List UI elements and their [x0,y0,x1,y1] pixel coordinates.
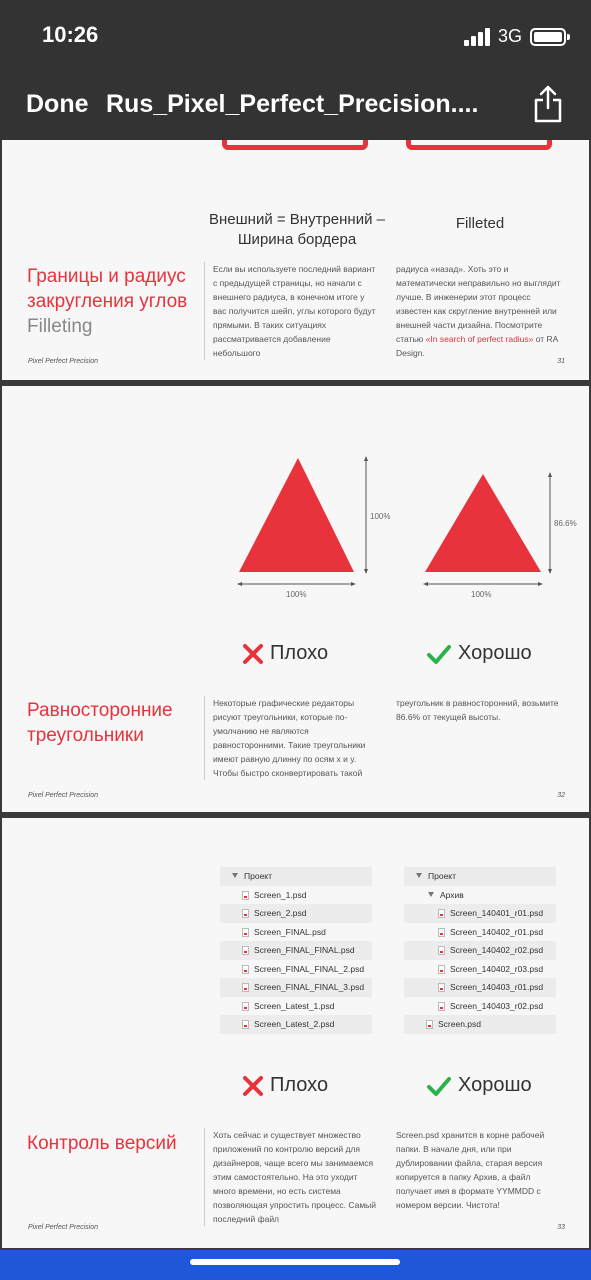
tree-label: Screen_1.psd [254,889,307,900]
tree-label: Screen_140402_r01.psd [450,926,544,937]
psd-file-icon [438,965,445,974]
tree-file-row[interactable] [220,997,372,1016]
tree-label: Screen_140403_r01.psd [450,982,544,992]
slide-footer: Pixel Perfect Precision [28,1224,99,1231]
psd-file-icon [438,1002,445,1011]
tree-label: Screen_140402_r02.psd [450,945,544,955]
page-number: 33 [557,1224,565,1231]
tree-label: Screen_Latest_2.psd [254,1019,335,1029]
check-icon [426,1075,452,1097]
psd-file-icon [438,928,445,937]
tree-label: Screen_2.psd [254,908,307,918]
psd-file-icon [438,909,445,918]
file-tree-bad [220,867,372,1034]
tree-label: Архив [440,889,464,900]
body-text-left: Хоть сейчас и существует множество приложений по контролю версий для дизайнеров, чаще всего мы занимаемся этим самостоятельно. На это уходит много времени, но есть система позволяющая упростить процесс. Самый последний файл [204,1128,380,1226]
psd-file-icon [242,1002,249,1011]
tree-file-row[interactable] [220,960,372,979]
tree-file-row[interactable] [404,1015,556,1034]
battery-icon [530,28,566,46]
psd-file-icon [242,909,249,918]
tree-file-row[interactable] [220,923,372,942]
verdict-bad [242,1074,328,1097]
nav-bar [0,84,591,128]
share-icon[interactable] [532,84,564,124]
verdict-good [426,1074,532,1097]
tree-file-row[interactable] [220,941,372,960]
tree-folder-row[interactable] [404,886,556,905]
psd-file-icon [426,1020,433,1029]
dim-label: 86.6% [554,519,577,528]
heading-line: Границы и радиус [27,266,186,287]
caption-filleted: Filleted [455,215,505,232]
psd-file-icon [438,983,445,992]
psd-file-icon [242,1020,249,1029]
slide-33 [2,818,589,1248]
slide-heading [27,698,173,748]
tree-file-row[interactable] [404,923,556,942]
dim-label: 100% [286,590,307,599]
triangle-bad [239,458,354,572]
body-text-left: Если вы используете последний вариант с предыдущей страницы, но начали с внешнего радиуса, в конечном итоге у вас получится шейп, углы которого будут прямыми. В таких ситуациях рассматривается добавление небольшого [204,262,380,360]
verdict-good [426,642,532,665]
tree-label: Screen_140401_r01.psd [450,908,544,918]
body-text-left: Некоторые графические редакторы рисуют треугольники, которые по-умолчанию не являются равносторонними. Такие треугольники имеют равную длинну по осям x и y. Чтобы быстро сконвертировать такой [204,696,380,780]
tree-label: Screen_FINAL_FINAL_3.psd [254,982,365,992]
body-text-right [396,262,566,360]
tree-label: Screen.psd [438,1019,481,1029]
document-title: Rus_Pixel_Perfect_Precision.... [106,90,479,118]
caption-outer-inner: Внешний = Внутренний – Ширина бордера [209,211,385,248]
psd-file-icon [242,965,249,974]
verdict-bad [242,642,328,665]
network-type: 3G [498,26,523,46]
psd-file-icon [242,983,249,992]
page-number: 31 [557,358,565,365]
psd-file-icon [242,928,249,937]
tree-file-row[interactable] [404,941,556,960]
tree-folder-row[interactable] [404,867,556,886]
heading-line: закругления углов [27,291,188,312]
tree-file-row[interactable] [404,997,556,1016]
page-number: 32 [557,792,565,799]
tree-label: Проект [244,871,272,881]
tree-label: Screen_FINAL_FINAL.psd [254,945,355,955]
tree-label: Screen_FINAL_FINAL_2.psd [254,963,365,974]
slide-heading: Контроль версий [27,1133,177,1154]
check-icon [426,643,452,665]
tree-label: Screen_140402_r03.psd [450,963,544,974]
triangle-good [425,474,541,572]
done-button[interactable]: Done [26,90,89,118]
tree-label: Screen_Latest_1.psd [254,1000,335,1011]
cross-icon [242,1075,264,1097]
verdict-label: Плохо [270,642,329,664]
signal-icon [464,28,492,46]
status-bar [0,22,591,52]
home-indicator-area [0,1250,591,1280]
verdict-label: Плохо [270,1074,329,1096]
heading-line: Равносторонние [27,700,173,721]
heading-line: треугольники [27,725,144,746]
psd-file-icon [438,946,445,955]
body-text-right: Screen.psd хранится в корне рабочей папки. В начале дня, или при дублировании файла, старая версия копируется в папку Архив, а файл получает имя в формате YYMMDD с номером версии. Чистота! [396,1130,545,1210]
dim-label: 100% [370,512,391,521]
psd-file-icon [242,946,249,955]
tree-label: Screen_FINAL.psd [254,926,326,937]
slide-32 [2,386,589,812]
tree-file-row[interactable] [404,904,556,923]
tree-label: Screen_140403_r02.psd [450,1000,544,1011]
cross-icon [242,643,264,665]
status-time: 10:26 [42,22,99,47]
slide-footer: Pixel Perfect Precision [28,792,99,799]
home-indicator[interactable] [190,1259,400,1265]
slide-heading [27,264,187,339]
tree-label: Проект [428,871,456,881]
triangle-bad-diagram [2,386,589,616]
tree-file-row[interactable] [220,886,372,905]
body-text-right: треугольник в равносторонний, возьмите 86.6% от текущей высоты. [396,698,559,722]
tree-file-row[interactable] [220,1015,372,1034]
tree-file-row[interactable] [220,978,372,997]
heading-line-sub: Filleting [27,316,93,337]
tree-file-row[interactable] [404,978,556,997]
verdict-label: Хорошо [458,642,532,664]
tree-file-row[interactable] [220,904,372,923]
top-bar [0,0,591,140]
slide-footer: Pixel Perfect Precision [28,358,99,365]
article-link[interactable]: «In search of perfect radius» [425,334,534,344]
body-text: радиуса «назад». Хоть это и математически неправильно но выглядит лучше. В инженерии этот процесс известен как скругление внутренней или внешней части дизайна. Посмотрите статью [396,264,561,344]
tree-folder-row[interactable] [220,867,372,886]
verdict-label: Хорошо [458,1074,532,1096]
dim-label: 100% [471,590,492,599]
file-tree-good [404,867,556,1034]
body-text: от RA Design. [396,334,558,358]
tree-file-row[interactable] [404,960,556,979]
psd-file-icon [242,891,249,900]
